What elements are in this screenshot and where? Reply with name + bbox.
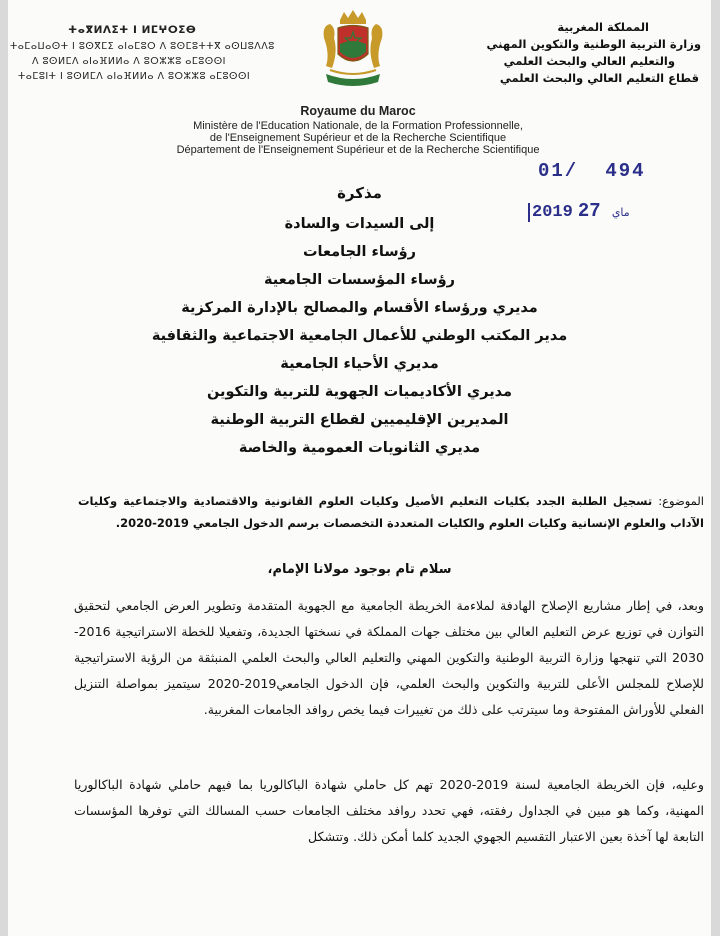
french-title: Royaume du Maroc xyxy=(300,104,416,118)
subject-label: الموضوع: xyxy=(658,494,704,508)
tifinagh-line: ⵜⴰⵎⵓⵏⵜ ⵏ ⵓⵙⵍⵎⴷ ⴰⵏⴰⴼⵍⵍⴰ ⴷ ⵓⵔⵣⵣⵓ ⴰⵎⵓⵙⵙⵏ xyxy=(18,71,251,82)
addressee-line: إلى السيدات والسادة xyxy=(284,216,435,232)
reference-number-left: 01/ xyxy=(538,160,579,182)
french-line: Département de l'Enseignement Supérieur et de la Recherche Scientifique xyxy=(176,144,540,156)
addressee-line: مديري ورؤساء الأقسام والمصالح بالإدارة المركزية xyxy=(181,300,538,316)
addressee-list xyxy=(8,216,711,468)
date-year: 2019 xyxy=(528,203,573,222)
arabic-header-line: وزارة التربية الوطنية والتكوين المهني xyxy=(486,37,701,51)
coat-of-arms-emblem xyxy=(318,8,388,96)
arabic-header-line: والتعليم العالي والبحث العلمي xyxy=(503,54,675,68)
french-line: Ministère de l'Education Nationale, de la Formation Professionnelle, xyxy=(193,120,523,132)
addressee-line: مديري الأحياء الجامعية xyxy=(280,356,439,372)
addressee-line: مديري الثانويات العمومية والخاصة xyxy=(238,440,481,456)
body-paragraph: وعليه، فإن الخريطة الجامعية لسنة 2019-2020 تهم كل حاملي شهادة الباكالوريا بما فيهم حاملي شهادة الباكالوريا المهنية، وكما هو مبين في الجداول رفقته، فهي تحدد روافد مختلف الجامعات حسب المسالك التي توفرها المؤسسات التابعة لها آخذة بعين الاعتبار التقسيم الجهوي الجديد كلما أمكن ذلك. وتتشكل xyxy=(74,777,705,844)
addressee-line: رؤساء المؤسسات الجامعية xyxy=(263,272,455,288)
reference-number-right: 494 xyxy=(605,160,646,182)
date-day: 27 xyxy=(577,200,601,222)
tifinagh-header xyxy=(10,24,275,82)
memo-title-text: مذكرة xyxy=(337,184,382,202)
addressee-line: رؤساء الجامعات xyxy=(302,244,416,260)
memo-title xyxy=(8,184,711,202)
tifinagh-line: ⵜⴰⵎⴰⵡⴰⵙⵜ ⵏ ⵓⵙⴳⵎⵉ ⴰⵏⴰⵎⵓⵔ ⴷ ⵓⵙⵎⵓⵜⵜⴳ ⴰⵙⵡⵓⴷⴷⵓ xyxy=(10,41,275,52)
addressee-line: مدير المكتب الوطني للأعمال الجامعية الاجتماعية والثقافية xyxy=(151,328,568,344)
tifinagh-line: ⴷ ⵓⵙⵍⵎⴷ ⴰⵏⴰⴼⵍⵍⴰ ⴷ ⵓⵔⵣⵣⵓ ⴰⵎⵓⵙⵙⵏ xyxy=(32,56,226,67)
date-month: ماي xyxy=(611,206,630,219)
french-header xyxy=(158,104,558,156)
document-page xyxy=(8,0,711,936)
addressee-line: المديرين الإقليميين لقطاع التربية الوطنية xyxy=(210,412,509,428)
subject-block xyxy=(78,490,704,534)
reference-stamp xyxy=(538,160,646,182)
arabic-header-line: المملكة المغربية xyxy=(557,20,649,34)
arabic-header xyxy=(461,20,701,85)
subject-text: تسجيل الطلبة الجدد بكليات التعليم الأصيل وكليات العلوم القانونية والاقتصادية والاجتماعية وكليات الآداب والعلوم الإنسانية وكليات العلوم والكليات المتعددة التخصصات برسم الدخول الجامعي 2019-2020. xyxy=(78,494,704,530)
greeting: سلام تام بوجود مولانا الإمام، xyxy=(267,562,452,577)
arabic-header-line: قطاع التعليم العالي والبحث العلمي xyxy=(499,71,699,85)
tifinagh-line: ⵜⴰⴳⵍⴷⵉⵜ ⵏ ⵍⵎⵖⵔⵉⴱ xyxy=(68,24,197,36)
body-paragraph: وبعد، في إطار مشاريع الإصلاح الهادفة لملاءمة الخريطة الجامعية مع الجهوية المتقدمة وتطوير العرض الجامعي لتحقيق التوازن في توزيع عرض التعليم العالي بين مختلف جهات المملكة في نسختها الجديدة، وتفعيلا للخطة الاستراتيجية 2016-2030 التي تنهجها وزارة التربية الوطنية والتكوين المهني والتعليم العالي والبحث العلمي المنبثقة من الرؤية الاستراتيجية للإصلاح للمجلس الأعلى للتربية والتكوين والبحث العلمي، فإن الدخول الجامعي2019-2020 سيتميز بمواصلة التنزيل الفعلي للأوراش المفتوحة وما سيترتب على ذلك من تغييرات فيما يخص روافد الجامعات المغربية. xyxy=(74,598,704,717)
addressee-line: مديري الأكاديميات الجهوية للتربية والتكوين xyxy=(206,384,513,400)
french-line: de l'Enseignement Supérieur et de la Recherche Scientifique xyxy=(209,132,507,144)
